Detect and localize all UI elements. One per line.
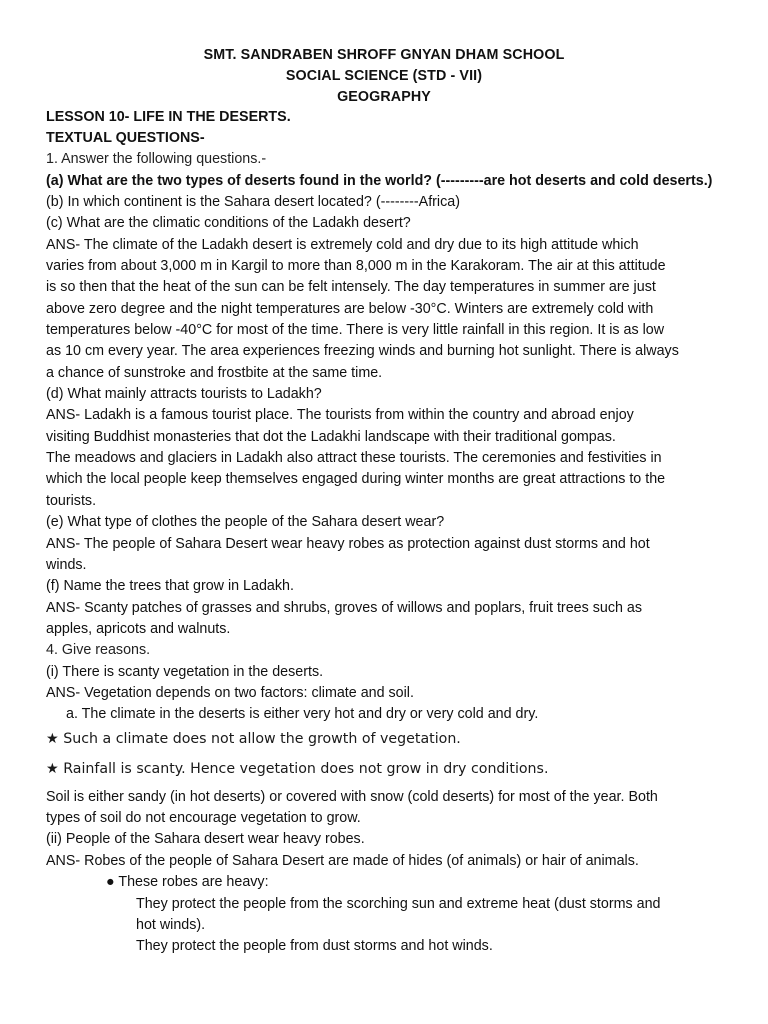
answer-d-line: ANS- Ladakh is a famous tourist place. The tourists from within the country and abroad enjoy <box>46 407 634 423</box>
sub-point-line: hot winds). <box>136 917 206 933</box>
star-point: ★ Rainfall is scanty. Hence vegetation does not grow in dry conditions. <box>46 761 549 777</box>
answer-c-line: temperatures below -40°C for most of the time. There is very little rainfall in this region. It is as low <box>46 322 665 338</box>
q1-heading: 1. Answer the following questions.- <box>46 151 267 167</box>
answer-f-line: apples, apricots and walnuts. <box>46 621 231 637</box>
answer-e-line: winds. <box>46 557 87 573</box>
section-title: TEXTUAL QUESTIONS- <box>46 130 205 146</box>
lesson-title: LESSON 10- LIFE IN THE DESERTS. <box>46 109 291 125</box>
question-c: (c) What are the climatic conditions of the Ladakh desert? <box>46 215 411 231</box>
question-a: (a) What are the two types of deserts found in the world? (---------are hot deserts and cold deserts.) <box>46 173 713 189</box>
question-f: (f) Name the trees that grow in Ladakh. <box>46 578 294 594</box>
question-i: (i) There is scanty vegetation in the deserts. <box>46 664 324 680</box>
answer-d-line: tourists. <box>46 493 97 509</box>
answer-c-line: as 10 cm every year. The area experiences freezing winds and burning hot sunlight. There is always <box>46 343 679 359</box>
sub-point-line: They protect the people from dust storms and hot winds. <box>136 938 493 954</box>
answer-ii: ANS- Robes of the people of Sahara Desert are made of hides (of animals) or hair of animals. <box>46 853 639 869</box>
answer-d-line: which the local people keep themselves engaged during winter months are great attractions to the <box>46 471 666 487</box>
answer-c-line: ANS- The climate of the Ladakh desert is extremely cold and dry due to its high attitude which <box>46 237 639 253</box>
answer-c-line: a chance of sunstroke and frostbite at the same time. <box>46 365 383 381</box>
q4-heading: 4. Give reasons. <box>46 642 151 658</box>
answer-d-line: The meadows and glaciers in Ladakh also attract these tourists. The ceremonies and festivities in <box>46 450 662 466</box>
answer-c-line: above zero degree and the night temperatures are below -30°C. Winters are extremely cold with <box>46 301 654 317</box>
answer-c-line: is so then that the heat of the sun can be felt intensely. The day temperatures in summer are just <box>46 279 656 295</box>
answer-f-line: ANS- Scanty patches of grasses and shrubs, groves of willows and poplars, fruit trees such as <box>46 600 642 616</box>
answer-d-line: visiting Buddhist monasteries that dot the Ladakhi landscape with their traditional gompas. <box>46 429 616 445</box>
answer-i: ANS- Vegetation depends on two factors: climate and soil. <box>46 685 414 701</box>
question-b: (b) In which continent is the Sahara desert located? (--------Africa) <box>46 194 460 210</box>
soil-line: types of soil do not encourage vegetation to grow. <box>46 810 361 826</box>
soil-line: Soil is either sandy (in hot deserts) or covered with snow (cold deserts) for most of the year. Both <box>46 789 658 805</box>
star-point: ★ Such a climate does not allow the growth of vegetation. <box>46 731 461 747</box>
answer-e-line: ANS- The people of Sahara Desert wear heavy robes as protection against dust storms and hot <box>46 536 650 552</box>
question-d: (d) What mainly attracts tourists to Ladakh? <box>46 386 322 402</box>
subject-title: SOCIAL SCIENCE (STD - VII) <box>285 68 483 84</box>
question-e: (e) What type of clothes the people of the Sahara desert wear? <box>46 514 445 530</box>
sub-point-line: They protect the people from the scorching sun and extreme heat (dust storms and <box>136 896 661 912</box>
answer-c-line: varies from about 3,000 m in Kargil to more than 8,000 m in the Karakoram. The air at this attitude <box>46 258 666 274</box>
school-name: SMT. SANDRABEN SHROFF GNYAN DHAM SCHOOL <box>203 47 565 63</box>
answer-i-point-a: a. The climate in the deserts is either very hot and dry or very cold and dry. <box>66 706 539 722</box>
branch-title: GEOGRAPHY <box>337 89 431 105</box>
bullet-point: ● These robes are heavy: <box>106 874 269 890</box>
question-ii: (ii) People of the Sahara desert wear heavy robes. <box>46 831 365 847</box>
